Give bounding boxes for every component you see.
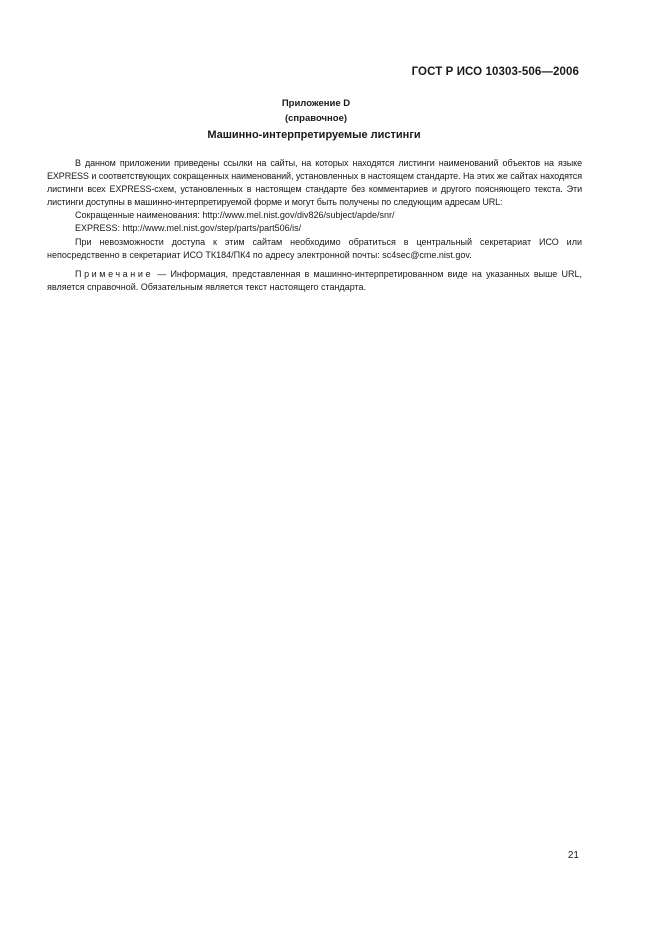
note-label: Примечание [75, 268, 154, 279]
intro-paragraph: В данном приложении приведены ссылки на сайты, на которых находятся листинги наименований объектов на языке EXPRESS и соответствующих сокращенных наименований, установленных в настоящем стандарте. На этих же сайтах находятся листинги всех EXPRESS-схем, установленных в настоящем стандарте без комментариев и другого поясняющего текста. Эти листинги доступны в машинно-интерпретируемой форме и могут быть получены по следующим адресам URL: [47, 158, 582, 208]
note-text: — Информация, представленная в машинно-интерпретированном виде на указанных выше URL, является справочной. Обязательным является текст настоящего стандарта. [47, 268, 582, 292]
page-number: 21 [567, 850, 579, 861]
short-names-url-line: Сокращенные наименования: http://www.mel.nist.gov/div826/subject/apde/snr/ [75, 210, 395, 221]
annex-status: (справочное) [284, 113, 348, 124]
note-paragraph [47, 268, 582, 294]
annex-title: Приложение D [281, 98, 351, 109]
section-title: Машинно-интерпретируемые листинги [207, 129, 421, 141]
standard-code: ГОСТ Р ИСО 10303-506—2006 [411, 66, 579, 78]
contact-paragraph: При невозможности доступа к этим сайтам необходимо обратиться в центральный секретариат ИСО или непосредственно в секретариат ИСО ТК184/ПК4 по адресу электронной почты: sc4sec@cme.nist.gov. [47, 236, 582, 260]
body-text [47, 157, 582, 294]
express-url-line: EXPRESS: http://www.mel.nist.gov/step/parts/part506/is/ [75, 223, 302, 234]
annex-heading [0, 96, 632, 126]
